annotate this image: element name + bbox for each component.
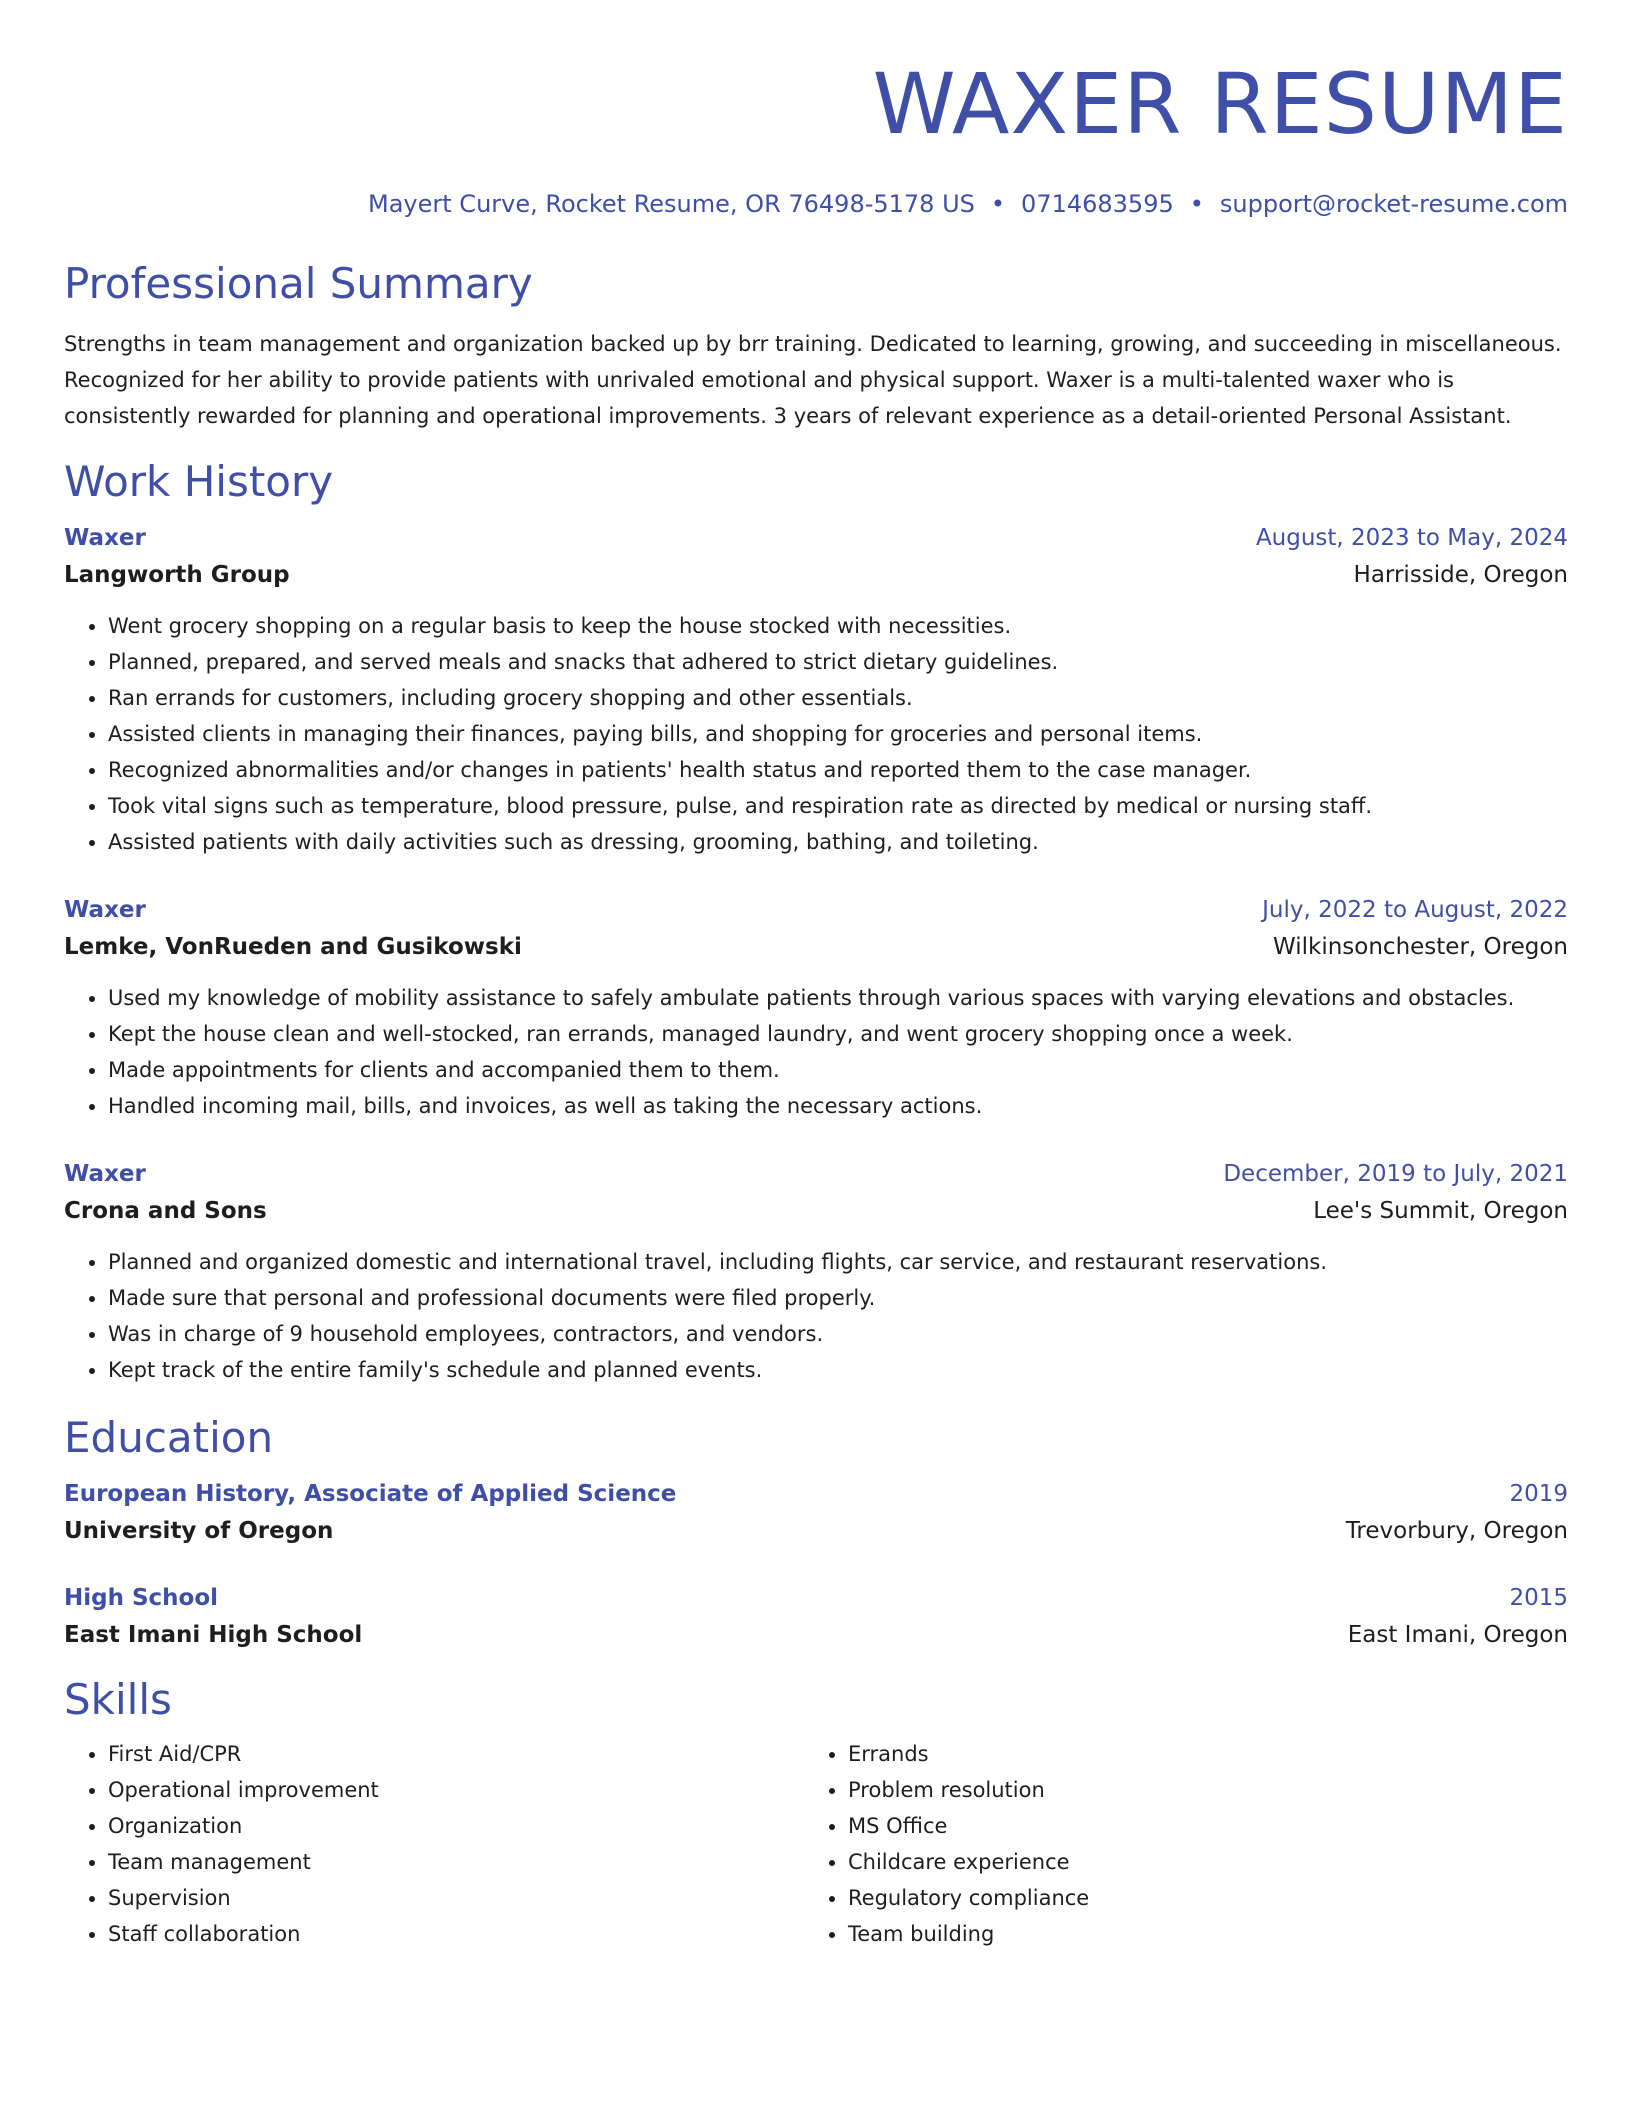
list-item: • Handled incoming mail, bills, and invoices, as well as taking the necessary actions. xyxy=(108,1088,1568,1124)
list-item: • Went grocery shopping on a regular basis to keep the house stocked with necessities. xyxy=(108,608,1568,644)
list-item: • Recognized abnormalities and/or changes in patients' health status and reported them to the case manager. xyxy=(108,752,1568,788)
list-item: • Planned and organized domestic and international travel, including flights, car service, and restaurant reservations. xyxy=(108,1244,1568,1280)
job-company-row xyxy=(64,928,1568,966)
summary-text: Strengths in team management and organization backed up by brr training. Dedicated to learning, growing, and succeeding in miscellaneous. Recognized for her ability to provide patients with unrivaled emotional and physical support. Waxer is a multi-talented waxer who is consistently rewarded for planning and operational improvements. 3 years of relevant experience as a detail-oriented Personal Assistant. xyxy=(64,332,1562,428)
list-item: • First Aid/CPR xyxy=(108,1736,804,1772)
skills-column-right xyxy=(804,1736,1544,1952)
list-item: • Made appointments for clients and accompanied them to them. xyxy=(108,1052,1568,1088)
job-company: Langworth Group xyxy=(64,562,290,588)
job-location: Wilkinsonchester, Oregon xyxy=(1273,934,1568,960)
contact-separator: • xyxy=(990,190,1006,218)
list-item: • Operational improvement xyxy=(108,1772,804,1808)
job-location: Harrisside, Oregon xyxy=(1353,562,1568,588)
job-header-row xyxy=(64,1156,1568,1192)
job-company-row xyxy=(64,556,1568,594)
job-header-row xyxy=(64,520,1568,556)
job-dates: August, 2023 to May, 2024 xyxy=(1255,525,1568,551)
job-entry xyxy=(64,520,1568,860)
list-item: • Errands xyxy=(848,1736,1544,1772)
list-item: • Kept the house clean and well-stocked, ran errands, managed laundry, and went grocery shopping once a week. xyxy=(108,1016,1568,1052)
job-company-row xyxy=(64,1192,1568,1230)
job-location: Lee's Summit, Oregon xyxy=(1313,1198,1568,1224)
list-item: • Problem resolution xyxy=(848,1772,1544,1808)
education-year: 2019 xyxy=(1509,1481,1568,1507)
contact-line xyxy=(64,188,1568,220)
list-item: • Childcare experience xyxy=(848,1844,1544,1880)
job-entry xyxy=(64,892,1568,1124)
education-entry xyxy=(64,1580,1568,1654)
list-item: • Kept track of the entire family's schedule and planned events. xyxy=(108,1352,1568,1388)
resume-header xyxy=(64,0,1568,220)
list-item: • Made sure that personal and professional documents were filed properly. xyxy=(108,1280,1568,1316)
education-school-row xyxy=(64,1512,1568,1550)
job-bullets xyxy=(64,608,1568,860)
list-item: • Team management xyxy=(108,1844,804,1880)
list-item: • Supervision xyxy=(108,1880,804,1916)
job-dates: July, 2022 to August, 2022 xyxy=(1262,897,1568,923)
list-item: • MS Office xyxy=(848,1808,1544,1844)
education-degree: European History, Associate of Applied Science xyxy=(64,1481,677,1507)
skills-heading: Skills xyxy=(64,1675,172,1724)
education-school: University of Oregon xyxy=(64,1518,334,1544)
skills-bullets xyxy=(804,1736,1544,1952)
list-item: • Used my knowledge of mobility assistance to safely ambulate patients through various spaces with varying elevations and obstacles. xyxy=(108,980,1568,1016)
job-title: Waxer xyxy=(64,525,146,551)
list-item: • Was in charge of 9 household employees, contractors, and vendors. xyxy=(108,1316,1568,1352)
skills-list xyxy=(64,1736,1568,1952)
job-header-row xyxy=(64,892,1568,928)
list-item: • Assisted patients with daily activities such as dressing, grooming, bathing, and toileting. xyxy=(108,824,1568,860)
list-item: • Ran errands for customers, including grocery shopping and other essentials. xyxy=(108,680,1568,716)
education-entry xyxy=(64,1476,1568,1550)
education-location: East Imani, Oregon xyxy=(1347,1622,1568,1648)
education-heading: Education xyxy=(64,1413,274,1462)
list-item: • Assisted clients in managing their finances, paying bills, and shopping for groceries and personal items. xyxy=(108,716,1568,752)
contact-separator: • xyxy=(1189,190,1204,218)
resume-name: WAXER RESUME xyxy=(872,55,1568,153)
contact-email: support@rocket-resume.com xyxy=(1219,190,1568,218)
skills-column-left xyxy=(64,1736,804,1952)
education-school-row xyxy=(64,1616,1568,1654)
contact-address: Mayert Curve, Rocket Resume, OR 76498-5178 US xyxy=(368,190,975,218)
education-school: East Imani High School xyxy=(64,1622,363,1648)
job-bullets xyxy=(64,980,1568,1124)
education-header-row xyxy=(64,1476,1568,1512)
job-title: Waxer xyxy=(64,1161,146,1187)
work-history-heading: Work History xyxy=(64,457,334,506)
list-item: • Organization xyxy=(108,1808,804,1844)
list-item: • Staff collaboration xyxy=(108,1916,804,1952)
list-item: • Regulatory compliance xyxy=(848,1880,1544,1916)
list-item: • Team building xyxy=(848,1916,1544,1952)
skills-bullets xyxy=(64,1736,804,1952)
job-company: Crona and Sons xyxy=(64,1198,267,1224)
education-degree: High School xyxy=(64,1585,219,1611)
summary-heading: Professional Summary xyxy=(64,259,533,308)
education-header-row xyxy=(64,1580,1568,1616)
job-dates: December, 2019 to July, 2021 xyxy=(1223,1161,1568,1187)
list-item: • Took vital signs such as temperature, blood pressure, pulse, and respiration rate as directed by medical or nursing staff. xyxy=(108,788,1568,824)
education-location: Trevorbury, Oregon xyxy=(1345,1518,1568,1544)
list-item: • Planned, prepared, and served meals and snacks that adhered to strict dietary guidelines. xyxy=(108,644,1568,680)
education-year: 2015 xyxy=(1509,1585,1568,1611)
job-entry xyxy=(64,1156,1568,1388)
job-company: Lemke, VonRueden and Gusikowski xyxy=(64,934,522,960)
contact-phone: 0714683595 xyxy=(1021,190,1174,218)
job-title: Waxer xyxy=(64,897,146,923)
job-bullets xyxy=(64,1244,1568,1388)
